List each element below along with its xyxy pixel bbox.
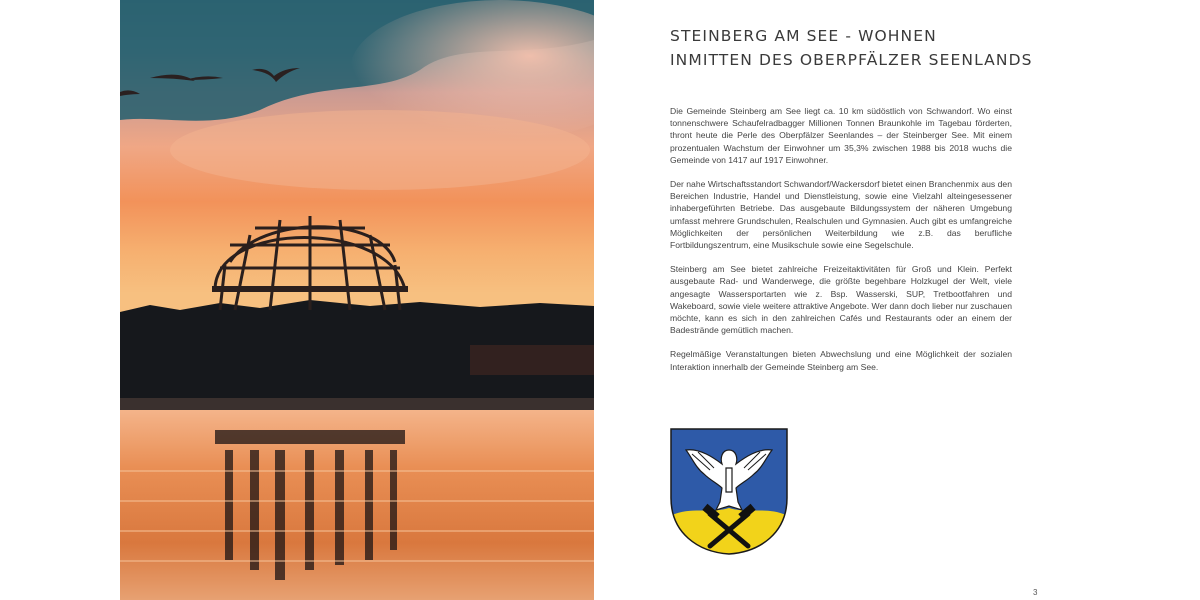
paragraph-1: Die Gemeinde Steinberg am See liegt ca. 10 km südöstlich von Schwandorf. Wo einst tonnenschwere Schaufelradbagger Millionen Tonnen Braunkohle im Tagebau förderten, thront heute die Perle des Oberpfälzer Seenlandes – der Steinberger See. Mit einem prozentualen Wachstum der Einwohner um 35,3% zwischen 1988 bis 2018 wuchs die Gemeinde von 1417 auf 1917 Einwohner.: [670, 106, 1012, 165]
page-number: 3: [1033, 588, 1038, 597]
title-line-2: INMITTEN DES OBERPFÄLZER SEENLANDS: [670, 51, 1033, 69]
article-content: [670, 0, 1033, 600]
paragraph-2: Der nahe Wirtschaftsstandort Schwandorf/Wackersdorf bietet einen Branchenmix aus den Bereichen Industrie, Handel und Dienstleistung, sowie eine Vielzahl alteingesessener inhabergeführten Betriebe. Das ausgebaute Bildungssystem der näheren Umgebung umfasst mehrere Grundschulen, Realschulen und Gymnasien. Auch gibt es umfangreiche Möglichkeiten der persönlichen Weiterbildung wie z.B. das berufliche Fortbildungszentrum, eine Musikschule sowie eine Segelschule.: [670, 179, 1012, 251]
paragraph-3: Steinberg am See bietet zahlreiche Freizeitaktivitäten für Groß und Klein. Perfekt ausgebaute Rad- und Wanderwege, die größte begehbare Holzkugel der Welt, viele angesagte Wassersportarten wie z. Bsp. Wasserski, SUP, Tretbootfahren und Wakeboard, sowie viele weitere attraktive Angebote. Wer dann doch lieber nur zuschauen möchte, kann es sich in den zahlreichen Cafés und Restaurants oder an einem der Badestrände gemütlich machen.: [670, 264, 1012, 336]
page-title: [670, 24, 1033, 72]
coat-of-arms-icon: [670, 428, 788, 555]
paragraph-4: Regelmäßige Veranstaltungen bieten Abwechslung und eine Möglichkeit der sozialen Interaktion innerhalb der Gemeinde Steinberg am See.: [670, 349, 1012, 372]
body-text: [670, 105, 1012, 385]
lake-sunset-photo: [120, 0, 594, 600]
title-line-1: STEINBERG AM SEE - WOHNEN: [670, 27, 937, 45]
